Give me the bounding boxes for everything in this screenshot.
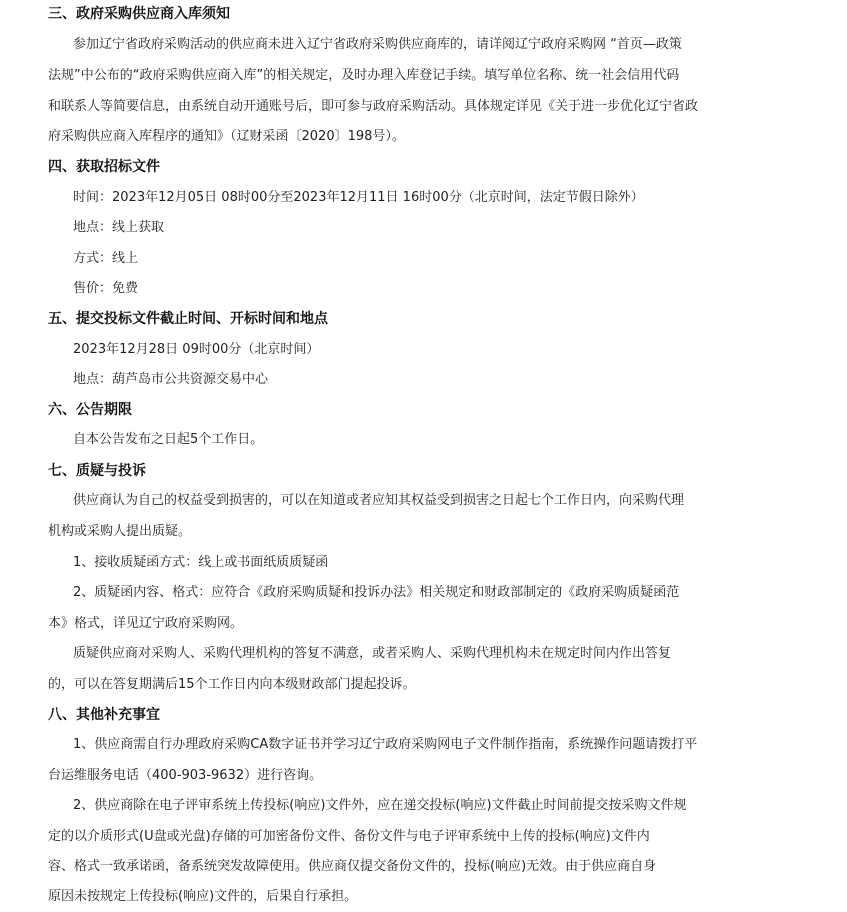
section-7-list-item: 2、质疑函内容、格式：应符合《政府采购质疑和投诉办法》相关规定和财政部制定的《政府采购质疑函范	[73, 585, 680, 600]
section-7-paragraph-line: 机构或采购人提出质疑。	[48, 524, 192, 539]
bid-doc-place: 地点：线上获取	[73, 220, 165, 235]
section-7-list-item: 1、接收质疑函方式：线上或书面纸质质疑函	[73, 555, 329, 570]
section-7-heading: 七、质疑与投诉	[48, 463, 146, 479]
opening-place: 地点：葫芦岛市公共资源交易中心	[73, 372, 269, 387]
bid-doc-time: 时间：2023年12月05日 08时00分至2023年12月11日 16时00分（北京时间，法定节假日除外）	[73, 190, 644, 205]
section-8-list-item: 2、供应商除在电子评审系统上传投标(响应)文件外，应在递交投标(响应)文件截止时间前提交按采购文件规	[73, 798, 687, 813]
section-3-paragraph-line: 参加辽宁省政府采购活动的供应商未进入辽宁省政府采购供应商库的，请详阅辽宁政府采购网 “首页—政策	[73, 37, 682, 52]
section-8-heading: 八、其他补充事宜	[48, 707, 160, 723]
section-8-paragraph-line: 台运维服务电话（400-903-9632）进行咨询。	[48, 768, 323, 783]
section-8-list-item: 1、供应商需自行办理政府采购CA数字证书并学习辽宁政府采购网电子文件制作指南，系统操作问题请拨打平	[73, 737, 698, 752]
section-8-paragraph-line: 定的以介质形式(U盘或光盘)存储的可加密备份文件、备份文件与电子评审系统中上传的投标(响应)文件内	[48, 829, 650, 844]
section-8-paragraph-line: 容、格式一致承诺函，备系统突发故障使用。供应商仅提交备份文件的，投标(响应)无效。由于供应商自身	[48, 859, 657, 874]
section-8-paragraph-line: 原因未按规定上传投标(响应)文件的，后果自行承担。	[48, 889, 358, 904]
section-7-paragraph-line: 本》格式，详见辽宁政府采购网。	[48, 616, 244, 631]
section-5-heading: 五、提交投标文件截止时间、开标时间和地点	[48, 311, 328, 327]
bid-doc-price: 售价：免费	[73, 281, 139, 296]
section-3-paragraph-line: 府采购供应商入库程序的通知》（辽财采函〔2020〕198号）。	[48, 129, 405, 144]
section-7-paragraph-line: 供应商认为自己的权益受到损害的，可以在知道或者应知其权益受到损害之日起七个工作日内，向采购代理	[73, 493, 685, 508]
section-6-heading: 六、公告期限	[48, 402, 132, 418]
deadline-time: 2023年12月28日 09时00分（北京时间）	[73, 342, 320, 357]
notice-period-text: 自本公告发布之日起5个工作日。	[73, 432, 264, 447]
section-3-paragraph-line: 和联系人等简要信息，由系统自动开通账号后，即可参与政府采购活动。具体规定详见《关于进一步优化辽宁省政	[48, 99, 699, 114]
section-3-paragraph-line: 法规”中公布的“政府采购供应商入库”的相关规定，及时办理入库登记手续。填写单位名称、统一社会信用代码	[48, 68, 680, 83]
section-7-paragraph-line: 质疑供应商对采购人、采购代理机构的答复不满意，或者采购人、采购代理机构未在规定时间内作出答复	[73, 646, 672, 661]
section-3-heading: 三、政府采购供应商入库须知	[48, 6, 230, 22]
bid-doc-method: 方式：线上	[73, 251, 139, 266]
section-4-heading: 四、获取招标文件	[48, 159, 160, 175]
section-7-paragraph-line: 的，可以在答复期满后15个工作日内向本级财政部门提起投诉。	[48, 677, 416, 692]
